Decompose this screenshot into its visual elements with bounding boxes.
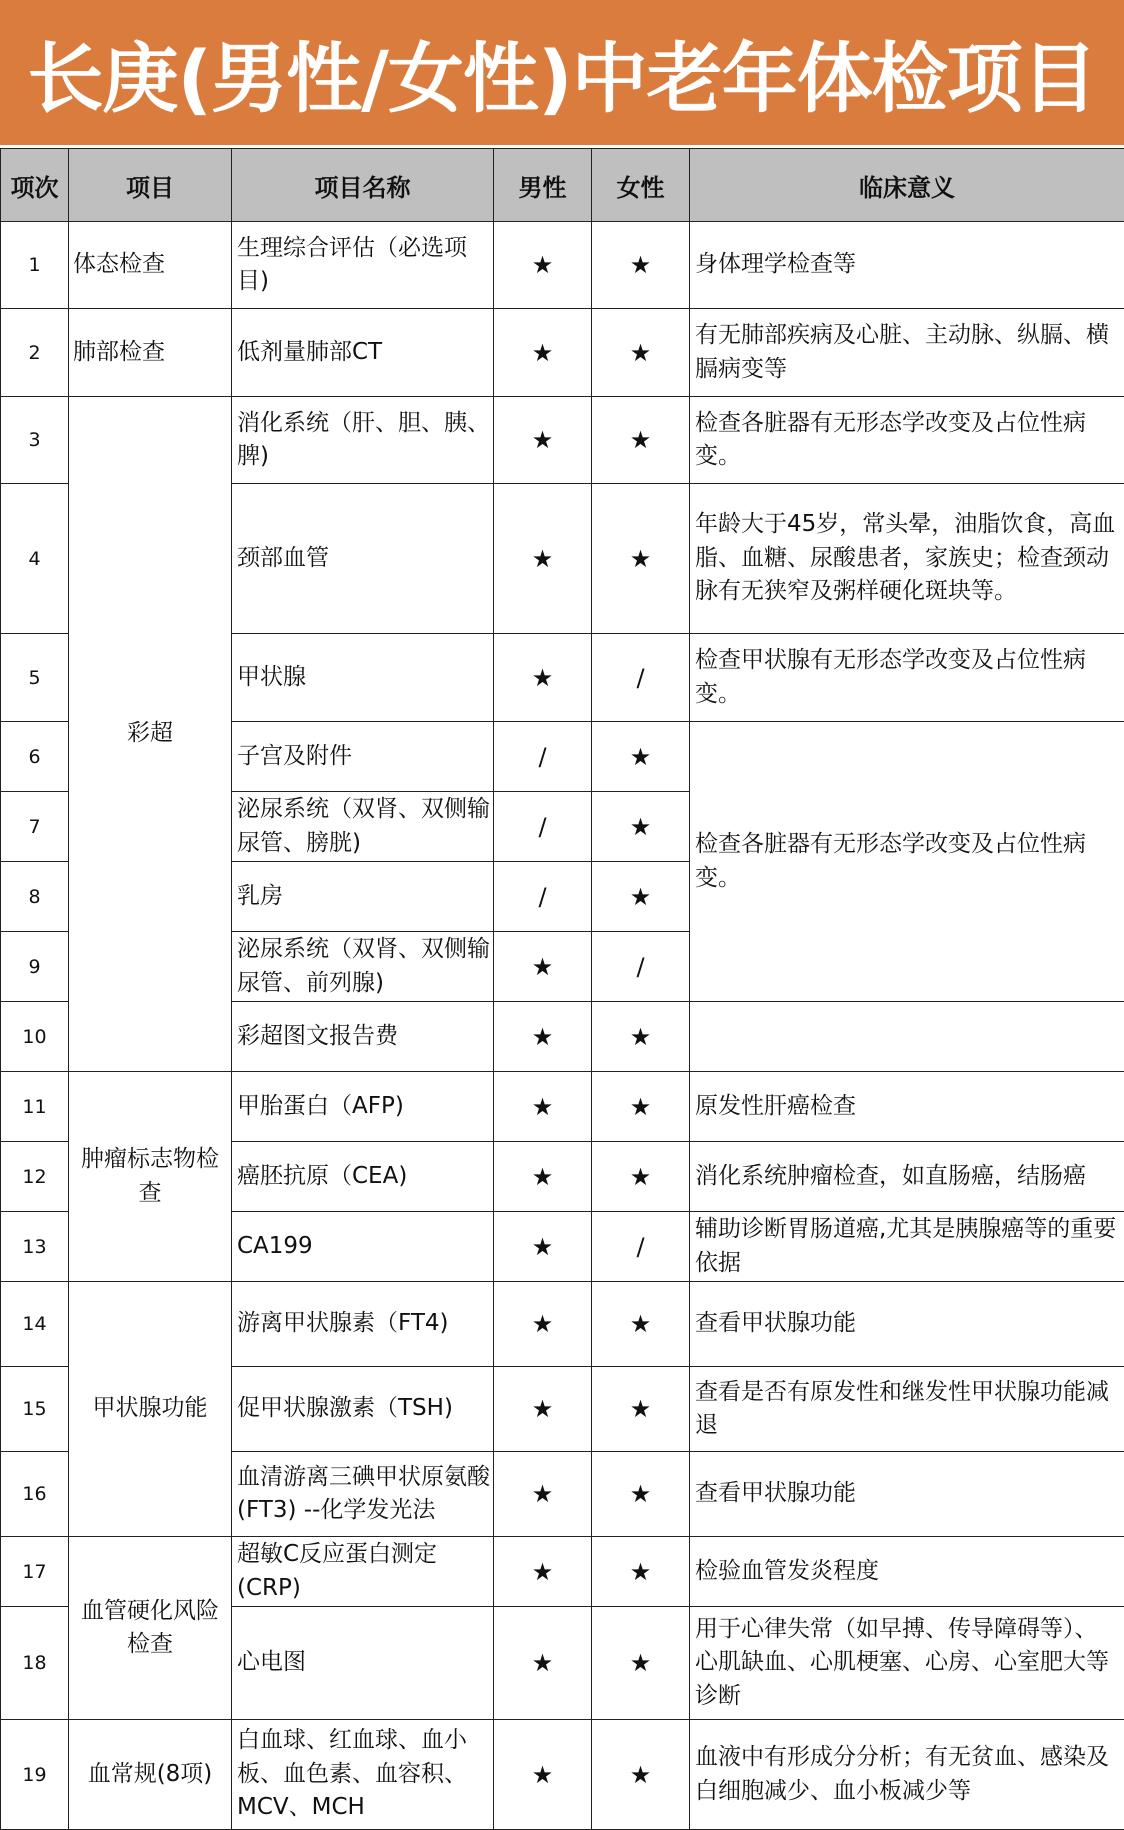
row-meaning: 辅助诊断胃肠道癌,尤其是胰腺癌等的重要依据 xyxy=(690,1212,1124,1282)
table-row xyxy=(1,1720,1124,1830)
row-name: 血清游离三碘甲状原氨酸(FT3) --化学发光法 xyxy=(232,1452,494,1537)
row-name: 超敏C反应蛋白测定(CRP) xyxy=(232,1537,494,1607)
row-name: 心电图 xyxy=(232,1607,494,1720)
row-index: 17 xyxy=(1,1537,69,1607)
row-index: 5 xyxy=(1,634,69,722)
row-meaning: 检验血管发炎程度 xyxy=(690,1537,1124,1607)
row-category: 甲状腺功能 xyxy=(69,1282,232,1537)
row-meaning xyxy=(690,1002,1124,1072)
row-name: 颈部血管 xyxy=(232,484,494,634)
male-mark: ★ xyxy=(494,222,592,309)
row-index: 12 xyxy=(1,1142,69,1212)
row-name: 游离甲状腺素（FT4) xyxy=(232,1282,494,1367)
row-index: 8 xyxy=(1,862,69,932)
row-index: 13 xyxy=(1,1212,69,1282)
row-category: 彩超 xyxy=(69,397,232,1072)
female-mark: ★ xyxy=(592,1072,690,1142)
row-meaning: 用于心律失常（如早搏、传导障碍等）、心肌缺血、心肌梗塞、心房、心室肥大等诊断 xyxy=(690,1607,1124,1720)
header-category: 项目 xyxy=(69,149,232,222)
row-index: 11 xyxy=(1,1072,69,1142)
row-name: 白血球、红血球、血小板、血色素、血容积、MCV、MCH xyxy=(232,1720,494,1830)
page-title: 长庚(男性/女性)中老年体检项目 xyxy=(0,0,1124,145)
row-meaning: 查看甲状腺功能 xyxy=(690,1452,1124,1537)
row-name: 甲胎蛋白（AFP) xyxy=(232,1072,494,1142)
row-index: 9 xyxy=(1,932,69,1002)
row-category: 肿瘤标志物检查 xyxy=(69,1072,232,1282)
female-mark: ★ xyxy=(592,1452,690,1537)
male-mark: ★ xyxy=(494,397,592,484)
table-row xyxy=(1,397,1124,484)
row-meaning: 检查甲状腺有无形态学改变及占位性病变。 xyxy=(690,634,1124,722)
row-index: 3 xyxy=(1,397,69,484)
row-name: 乳房 xyxy=(232,862,494,932)
row-meaning: 检查各脏器有无形态学改变及占位性病变。 xyxy=(690,722,1124,1002)
male-mark: / xyxy=(494,722,592,792)
male-mark: ★ xyxy=(494,1452,592,1537)
row-index: 19 xyxy=(1,1720,69,1830)
row-name: 泌尿系统（双肾、双侧输尿管、膀胱) xyxy=(232,792,494,862)
row-name: 彩超图文报告费 xyxy=(232,1002,494,1072)
female-mark: ★ xyxy=(592,397,690,484)
row-index: 18 xyxy=(1,1607,69,1720)
male-mark: / xyxy=(494,792,592,862)
row-meaning: 原发性肝癌检查 xyxy=(690,1072,1124,1142)
row-meaning: 年龄大于45岁，常头晕，油脂饮食，高血脂、血糖、尿酸患者，家族史；检查颈动脉有无狭窄及粥样硬化斑块等。 xyxy=(690,484,1124,634)
female-mark: / xyxy=(592,1212,690,1282)
row-index: 7 xyxy=(1,792,69,862)
male-mark: ★ xyxy=(494,1367,592,1452)
female-mark: ★ xyxy=(592,309,690,397)
row-name: 消化系统（肝、胆、胰、脾) xyxy=(232,397,494,484)
row-index: 14 xyxy=(1,1282,69,1367)
row-category: 体态检查 xyxy=(69,222,232,309)
female-mark: / xyxy=(592,932,690,1002)
male-mark: ★ xyxy=(494,1002,592,1072)
header-male: 男性 xyxy=(494,149,592,222)
row-meaning: 检查各脏器有无形态学改变及占位性病变。 xyxy=(690,397,1124,484)
table-row xyxy=(1,1072,1124,1142)
male-mark: ★ xyxy=(494,1072,592,1142)
female-mark: ★ xyxy=(592,1282,690,1367)
male-mark: ★ xyxy=(494,1282,592,1367)
female-mark: ★ xyxy=(592,222,690,309)
header-index: 项次 xyxy=(1,149,69,222)
male-mark: ★ xyxy=(494,932,592,1002)
row-meaning: 消化系统肿瘤检查，如直肠癌，结肠癌 xyxy=(690,1142,1124,1212)
table-row xyxy=(1,222,1124,309)
row-category: 肺部检查 xyxy=(69,309,232,397)
female-mark: ★ xyxy=(592,1607,690,1720)
row-category: 血管硬化风险检查 xyxy=(69,1537,232,1720)
male-mark: ★ xyxy=(494,634,592,722)
male-mark: / xyxy=(494,862,592,932)
row-meaning: 查看是否有原发性和继发性甲状腺功能减退 xyxy=(690,1367,1124,1452)
row-index: 15 xyxy=(1,1367,69,1452)
row-name: 生理综合评估（必选项目) xyxy=(232,222,494,309)
female-mark: ★ xyxy=(592,1367,690,1452)
row-name: 促甲状腺激素（TSH) xyxy=(232,1367,494,1452)
male-mark: ★ xyxy=(494,1720,592,1830)
row-index: 16 xyxy=(1,1452,69,1537)
male-mark: ★ xyxy=(494,1607,592,1720)
row-index: 1 xyxy=(1,222,69,309)
row-name: 癌胚抗原（CEA) xyxy=(232,1142,494,1212)
female-mark: ★ xyxy=(592,484,690,634)
header-female: 女性 xyxy=(592,149,690,222)
male-mark: ★ xyxy=(494,309,592,397)
female-mark: ★ xyxy=(592,862,690,932)
table-row xyxy=(1,1537,1124,1607)
male-mark: ★ xyxy=(494,1537,592,1607)
table-row xyxy=(1,1282,1124,1367)
female-mark: ★ xyxy=(592,792,690,862)
male-mark: ★ xyxy=(494,1212,592,1282)
header-meaning: 临床意义 xyxy=(690,149,1124,222)
row-meaning: 身体理学检查等 xyxy=(690,222,1124,309)
female-mark: ★ xyxy=(592,722,690,792)
row-name: 甲状腺 xyxy=(232,634,494,722)
row-meaning: 查看甲状腺功能 xyxy=(690,1282,1124,1367)
row-index: 2 xyxy=(1,309,69,397)
header-row xyxy=(1,149,1124,222)
male-mark: ★ xyxy=(494,484,592,634)
table-row xyxy=(1,309,1124,397)
row-meaning: 有无肺部疾病及心脏、主动脉、纵膈、横膈病变等 xyxy=(690,309,1124,397)
row-index: 10 xyxy=(1,1002,69,1072)
row-name: 泌尿系统（双肾、双侧输尿管、前列腺) xyxy=(232,932,494,1002)
row-category: 血常规(8项) xyxy=(69,1720,232,1830)
female-mark: ★ xyxy=(592,1537,690,1607)
row-meaning: 血液中有形成分分析；有无贫血、感染及白细胞减少、血小板减少等 xyxy=(690,1720,1124,1830)
row-index: 4 xyxy=(1,484,69,634)
row-name: CA199 xyxy=(232,1212,494,1282)
row-name: 低剂量肺部CT xyxy=(232,309,494,397)
female-mark: / xyxy=(592,634,690,722)
female-mark: ★ xyxy=(592,1142,690,1212)
row-index: 6 xyxy=(1,722,69,792)
checkup-table xyxy=(0,148,1124,1830)
female-mark: ★ xyxy=(592,1720,690,1830)
row-name: 子宫及附件 xyxy=(232,722,494,792)
male-mark: ★ xyxy=(494,1142,592,1212)
female-mark: ★ xyxy=(592,1002,690,1072)
header-name: 项目名称 xyxy=(232,149,494,222)
